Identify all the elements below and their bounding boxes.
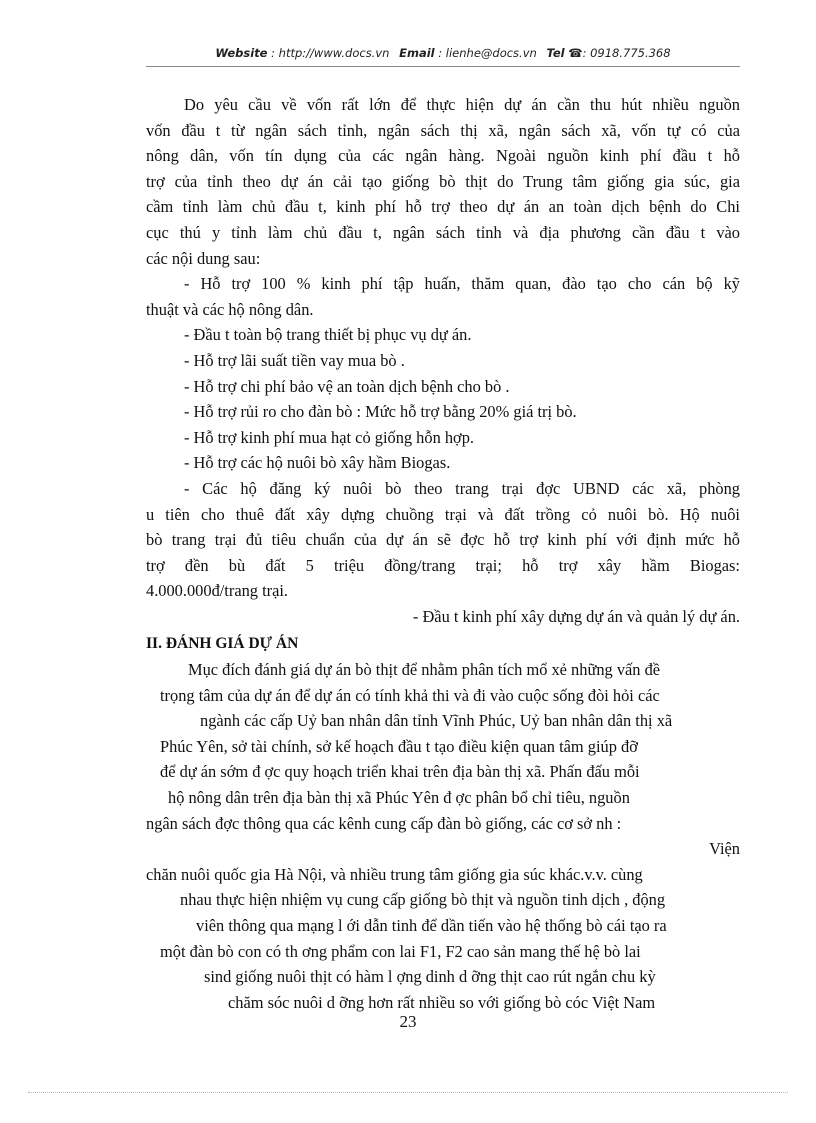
- bullet-item: - Hỗ trợ các hộ nuôi bò xây hầm Biogas.: [184, 453, 451, 473]
- bullet-item: - Đầu t kinh phí xây dựng dự án và quản lý dự án.: [412, 606, 740, 626]
- email-label: Email: [399, 46, 435, 60]
- text-line: Viện: [709, 839, 740, 859]
- footer-divider: [28, 1092, 788, 1093]
- bullet-list: [146, 271, 740, 629]
- bullet-item: - Hỗ trợ chi phí bảo vệ an toàn dịch bệnh cho bò .: [184, 376, 510, 396]
- text-line: ngành các cấp Uỷ ban nhân dân tỉnh Vĩnh Phúc, Uỷ ban nhân dân thị xã: [200, 711, 673, 731]
- bullet-item: - Hỗ trợ rủi ro cho đàn bò : Mức hỗ trợ bằng 20% giá trị bò.: [184, 402, 577, 422]
- website-value: : http://www.docs.vn: [271, 46, 390, 60]
- bullet-item-cont: thuật và các hộ nông dân.: [146, 299, 314, 319]
- text-line: vốn đầu t từ ngân sách tỉnh, ngân sách thị xã, ngân sách xã, vốn tự có của: [146, 120, 740, 140]
- text-line: các nội dung sau:: [146, 248, 261, 268]
- bullet-item: - Hỗ trợ lãi suất tiền vay mua bò .: [184, 350, 405, 370]
- bullet-item-cont: bò trang trại đủ tiêu chuẩn của dự án sẽ đợc hỗ trợ kinh phí với định mức hỗ: [146, 530, 740, 550]
- website-label: Website: [215, 46, 268, 60]
- text-line: một đàn bò con có th ơng phẩm con lai F1, F2 cao sản mang thế hệ bò lai: [160, 941, 641, 961]
- text-line: hộ nông dân trên địa bàn thị xã Phúc Yên đ ợc phân bổ chỉ tiêu, nguồn: [168, 788, 630, 808]
- text-line: Phúc Yên, sở tài chính, sở kế hoạch đầu t tạo điều kiện quan tâm giúp đỡ: [160, 736, 638, 756]
- document-body: [146, 92, 740, 1015]
- text-line: viên thông qua mạng l ới dẫn tinh để dần tiến vào hệ thống bò cái tạo ra: [196, 916, 667, 935]
- bullet-item: - Hỗ trợ 100 % kinh phí tập huấn, thăm quan, đào tạo cho cán bộ kỹ: [184, 274, 740, 294]
- bullet-item-cont: 4.000.000đ/trang trại.: [146, 581, 289, 601]
- page-header: [146, 46, 740, 60]
- text-line: chăm sóc nuôi d ỡng hơn rất nhiều so với giống bò cóc Việt Nam: [228, 992, 656, 1012]
- phone-icon: ☎: [568, 46, 583, 60]
- section-heading: II. ĐÁNH GIÁ DỰ ÁN: [146, 635, 299, 653]
- text-line: trợ của tỉnh theo dự án cải tạo giống bò thịt do Trung tâm giống gia súc, gia: [146, 171, 740, 191]
- email-value: : lienhe@docs.vn: [438, 46, 537, 60]
- bullet-item-cont: u tiên cho thuê đất xây dựng chuồng trại và đất trồng cỏ nuôi bò. Hộ nuôi: [146, 504, 740, 524]
- text-line: sind giống nuôi thịt có hàm l ợng dinh d ỡng thịt cao rút ngắn chu kỳ: [204, 967, 656, 987]
- header-divider: [146, 66, 740, 67]
- tel-label: Tel: [546, 46, 565, 60]
- bullet-item-cont: trợ đền bù đất 5 triệu đồng/trang trại; hỗ trợ xây hầm Biogas:: [146, 555, 740, 575]
- text-line: Do yêu cầu về vốn rất lớn để thực hiện dự án cần thu hút nhiều nguồn: [184, 95, 740, 114]
- text-line: để dự án sớm đ ợc quy hoạch triển khai trên địa bàn thị xã. Phấn đấu mỗi: [160, 762, 640, 782]
- text-line: nông dân, vốn tín dụng của các ngân hàng. Ngoài nguồn kinh phí đầu t hỗ: [146, 146, 740, 166]
- text-line: nhau thực hiện nhiệm vụ cung cấp giống bò thịt và nguồn tinh dịch , động: [180, 890, 666, 910]
- text-line: cầm tỉnh làm chủ đầu t, kinh phí hỗ trợ theo dự án an toàn dịch bệnh do Chi: [146, 197, 740, 217]
- text-line: chăn nuôi quốc gia Hà Nội, và nhiều trung tâm giống gia súc khác.v.v. cùng: [146, 864, 643, 884]
- page-number: 23: [399, 1012, 417, 1031]
- paragraph-assessment: [146, 657, 740, 1015]
- paragraph-funding: [146, 92, 740, 271]
- bullet-item: - Các hộ đăng ký nuôi bò theo trang trại đợc UBND các xã, phòng: [184, 478, 740, 498]
- tel-value: : 0918.775.368: [582, 46, 671, 60]
- text-line: Mục đích đánh giá dự án bò thịt để nhằm phân tích mổ xẻ những vấn đề: [188, 660, 661, 680]
- text-line: ngân sách đợc thông qua các kênh cung cấp đàn bò giống, các cơ sở nh :: [146, 813, 622, 833]
- bullet-item: - Đầu t toàn bộ trang thiết bị phục vụ dự án.: [184, 325, 472, 345]
- text-line: trọng tâm của dự án để dự án có tính khả thi và đi vào cuộc sống đòi hỏi các: [160, 685, 660, 705]
- bullet-item: - Hỗ trợ kinh phí mua hạt cỏ giống hỗn hợp.: [184, 427, 475, 447]
- text-line: cục thú y tỉnh làm chủ đầu t, ngân sách tỉnh và địa phương cần đầu t vào: [146, 222, 740, 242]
